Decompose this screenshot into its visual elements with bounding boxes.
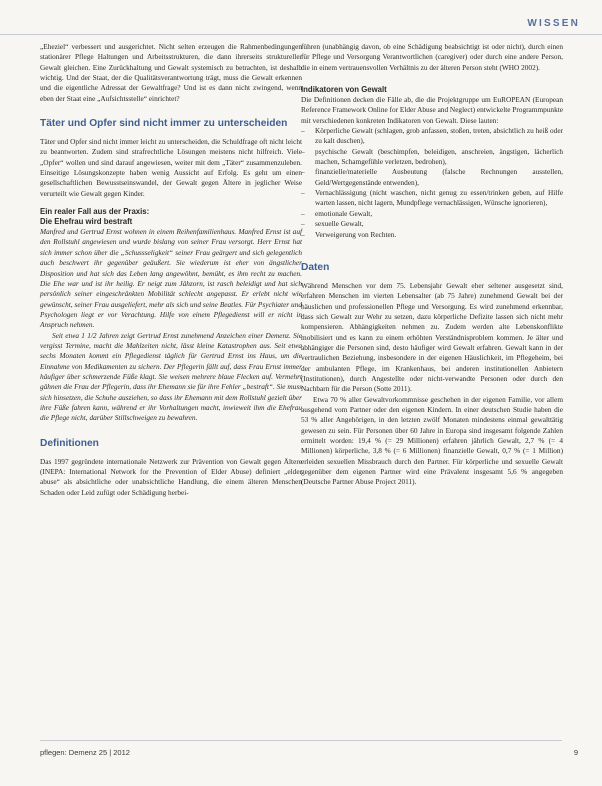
- continuation-paragraph: führen (unabhängig davon, ob eine Schädigung beabsichtigt ist oder nicht), durch einen für Pflege und Versorgung Verantwortlichen (caregiver) oder durch eine andere Person, die in einem vertrauensvollen Verhältnis zu der älteren Person steht (WHO 2002).: [301, 42, 563, 72]
- indicator-item: – psychische Gewalt (beschimpfen, beleidigen, anschreien, ängstigen, lächerlich machen, Schamgefühle verletzen, bedrohen),: [301, 147, 563, 168]
- heading-praxisfall-sub: Die Ehefrau wird bestraft: [40, 217, 133, 227]
- indicator-item: – Verweigerung von Rechten.: [301, 230, 563, 240]
- journal-footer: pflegen: Demenz 25 | 2012: [40, 748, 130, 757]
- indicator-list: [301, 126, 563, 240]
- right-column: [301, 42, 563, 488]
- indicators-intro: Die Definitionen decken die Fälle ab, die die Projektgruppe um EuROPEAN (European Reference Framework Online for Elder Abuse and Neglect) entwickelte Programmpunkte mit verschiedenen konkreten Indikatoren von Gewalt. Diese lauten:: [301, 95, 563, 125]
- indicator-item: – Körperliche Gewalt (schlagen, grob anfassen, stoßen, treten, absichtlich zu heiß oder zu kalt duschen),: [301, 126, 563, 147]
- page-number: 9: [573, 748, 578, 757]
- daten-paragraph-2: Etwa 70 % aller Gewaltvorkommnisse geschehen in der eigenen Familie, vor allem ausgehend vom Partner oder den eigenen Kindern. In einer deutschen Studie haben die 53 % aller Angehörigen, in den letzten zwölf Monaten mindestens einmal gewalttätig gewesen zu sein. Für Personen über 60 Jahre in Europa sind insgesamt folgende Zahlen ermittelt worden: 19,4 % (= 29 Millionen) erfahren jährlich Gewalt, 2,7 % (= 4 Millionen) körperliche, 3,8 % (= 6 Millionen) finanzielle Gewalt, 0,7 % (= 1 Million) erleiden sexuellen Missbrauch durch den Partner. Für körperliche und sexuelle Gewalt gegenüber dem eigenen Partner wird eine Prävalenz insgesamt 5,6 % angegeben (Deutsche Partner Abuse Project 2011).: [301, 394, 563, 487]
- taeter-paragraph: Täter und Opfer sind nicht immer leicht zu unterscheiden, die Schuldfrage oft nicht leicht zu beantworten. Zudem sind strafrechtliche Lösungen meistens nicht hilfreich. Viele „Opfer“ wollen und sind darauf angewiesen, weiter mit dem „Täter“ zusammenzuleben. Einseitige Lösungskonzepte haben wenig Aussicht auf Erfolg. Es geht um einen gesellschaftlichen Bewusstseinswandel, der Gewalt gegen Ältere in jeglicher Weise verurteilt wie Gewalt gegen Kinder.: [40, 137, 302, 198]
- definition-paragraph: Das 1997 gegründete internationale Netzwerk zur Prävention von Gewalt gegen Ältere (INEPA: International Network for the Prevention of Elder Abuse) definiert „elder abuse“ als absichtliche oder unabsichtliche Handlung, die einem älteren Menschen Schaden oder Leid zufügt oder Schädigung herbei-: [40, 456, 302, 497]
- header-rule: [0, 34, 602, 35]
- daten-paragraph-1: Während Menschen vor dem 75. Lebensjahr Gewalt eher seltener ausgesetzt sind, erfahren Menschen im vierten Lebensalter (ab 75 Jahre) zunehmend Gewalt bei der häuslichen und professionellen Pflege und Versorgung. Es wird zunehmend erkennbar, dass sich Gewalt zur Wehr zu setzen, dazu körperliche Defizite lassen sich nicht mehr kompensieren. Abhängigkeiten nehmen zu. Zudem werden alte Lebenskonflikte mobilisiert und es kann zu einem erhöhten Verständnisproblem kommen. Je älter und abhängiger die Personen sind, desto häufiger wird Gewalt erfahren. Gewalt kann in der vertraulichen Beziehung, insbesondere in der eigenen Häuslichkeit, im Pflegeheim, bei der ambulanten Pflege, im Krankenhaus, bei anderen institutionellen Anbietern (Institutionen), durch Angestellte oder nicht-verwandte Personen oder durch den Nachbarn für die Person (Sotte 2011).: [301, 280, 563, 394]
- left-column: [40, 42, 302, 498]
- case-paragraph-1: Manfred und Gertrud Ernst wohnen in einem Reihenfamilienhaus. Manfred Ernst ist auf den Rollstuhl angewiesen und wurde bislang von seiner Frau versorgt. Herr Ernst hat sich immer schon über die „Schussseligkeit“ seiner Frau geärgert und sich gelegentlich auch beschwert ihr gegenüber geäußert. Sie wiederum ist eher von ängstlicher Disposition und hat sich das Leben lang angewöhnt, bemüht, es ihm recht zu machen. Die Ehe war und ist ihr heilig. Er neigt zum Jähzorn, ist rasch beleidigt und hat sich persönlich seiner eingeschränkten Mobilität schlecht angepasst. Er erlebt nicht wie gewünscht, seiner Frau ausgeliefert, mehr als sich und seine Beatles. Für Psychiater und Psychologen liegt er vor Verachtung. Hilfe von einem Pflegedienst will er nicht in Anspruch nehmen.: [40, 227, 302, 330]
- footer-rule: [40, 740, 562, 741]
- indicator-item: – sexuelle Gewalt,: [301, 219, 563, 229]
- indicator-item: – finanzielle/materielle Ausbeutung (falsche Rechnungen ausstellen, Geld/Wertgegenstände entwenden),: [301, 167, 563, 188]
- heading-praxisfall: Ein realer Fall aus der Praxis:: [40, 207, 150, 217]
- heading-taeter-opfer: Täter und Opfer sind nicht immer zu unterscheiden: [40, 118, 288, 130]
- heading-definitionen: Definitionen: [40, 437, 99, 449]
- indicator-item: – Vernachlässigung (nicht waschen, nicht genug zu essen/trinken geben, auf Hilfe warten lassen, nicht lagern, Mundpflege vernachlässigen, Wünsche ignorieren),: [301, 188, 563, 209]
- heading-daten: Daten: [301, 261, 330, 273]
- heading-indikatoren: Indikatoren von Gewalt: [301, 85, 387, 95]
- section-label: WISSEN: [527, 18, 580, 29]
- indicator-item: – emotionale Gewalt,: [301, 209, 563, 219]
- intro-paragraph: „Eheziel“ verbessert und ausgerichtet. Nicht selten erzeugen die Rahmenbedingungen stationärer Pflege Haltungen und Arbeitsstrukturen, die dann ihrerseits struktureller Gewalt gleichen. Eine Zurückhaltung und Gewalt systemisch zu betrachten, ist deshalb wichtig. Und der Staat, der die Qualitätsverantwortung trägt, muss die Gewalt erkennen und die eigentliche Adressat der Gewaltfrage? Und ist es dann nicht zwingend, wenn eben der Staat eine „Aufsichtsstelle“ einrichtet?: [40, 42, 302, 103]
- case-paragraph-2: Seit etwa 1 1/2 Jahren zeigt Gertrud Ernst zunehmend Anzeichen einer Demenz. Sie vergisst Termine, macht die Mahlzeiten nicht, lässt kleine Katastrophen aus. Seit etwa sechs Monaten kommt ein Pflegedienst täglich für Gertrud Ernst ins Haus, um die Einnahme von Medikamenten zu sichern. Der Pflegerin fällt auf, dass Frau Ernst immer häufiger über schmerzende Füße klagt. Sie weisen mehrere blaue Flecken auf. Vermehrt gähnen die Frau der Pflegerin, dass ihr Ehemann sie für ihre Fehler „bestraft“. Sie muss sich hinsetzen, die Schuhe ausziehen, so dass ihr Ehemann mit dem Rollstuhl gezielt über ihre Füße fahren kann, während er ihr Vorhaltungen macht, inwieweit ihm die Ehefrau die Pflege nicht, darüber Stillschweigen zu bewahren.: [40, 330, 302, 423]
